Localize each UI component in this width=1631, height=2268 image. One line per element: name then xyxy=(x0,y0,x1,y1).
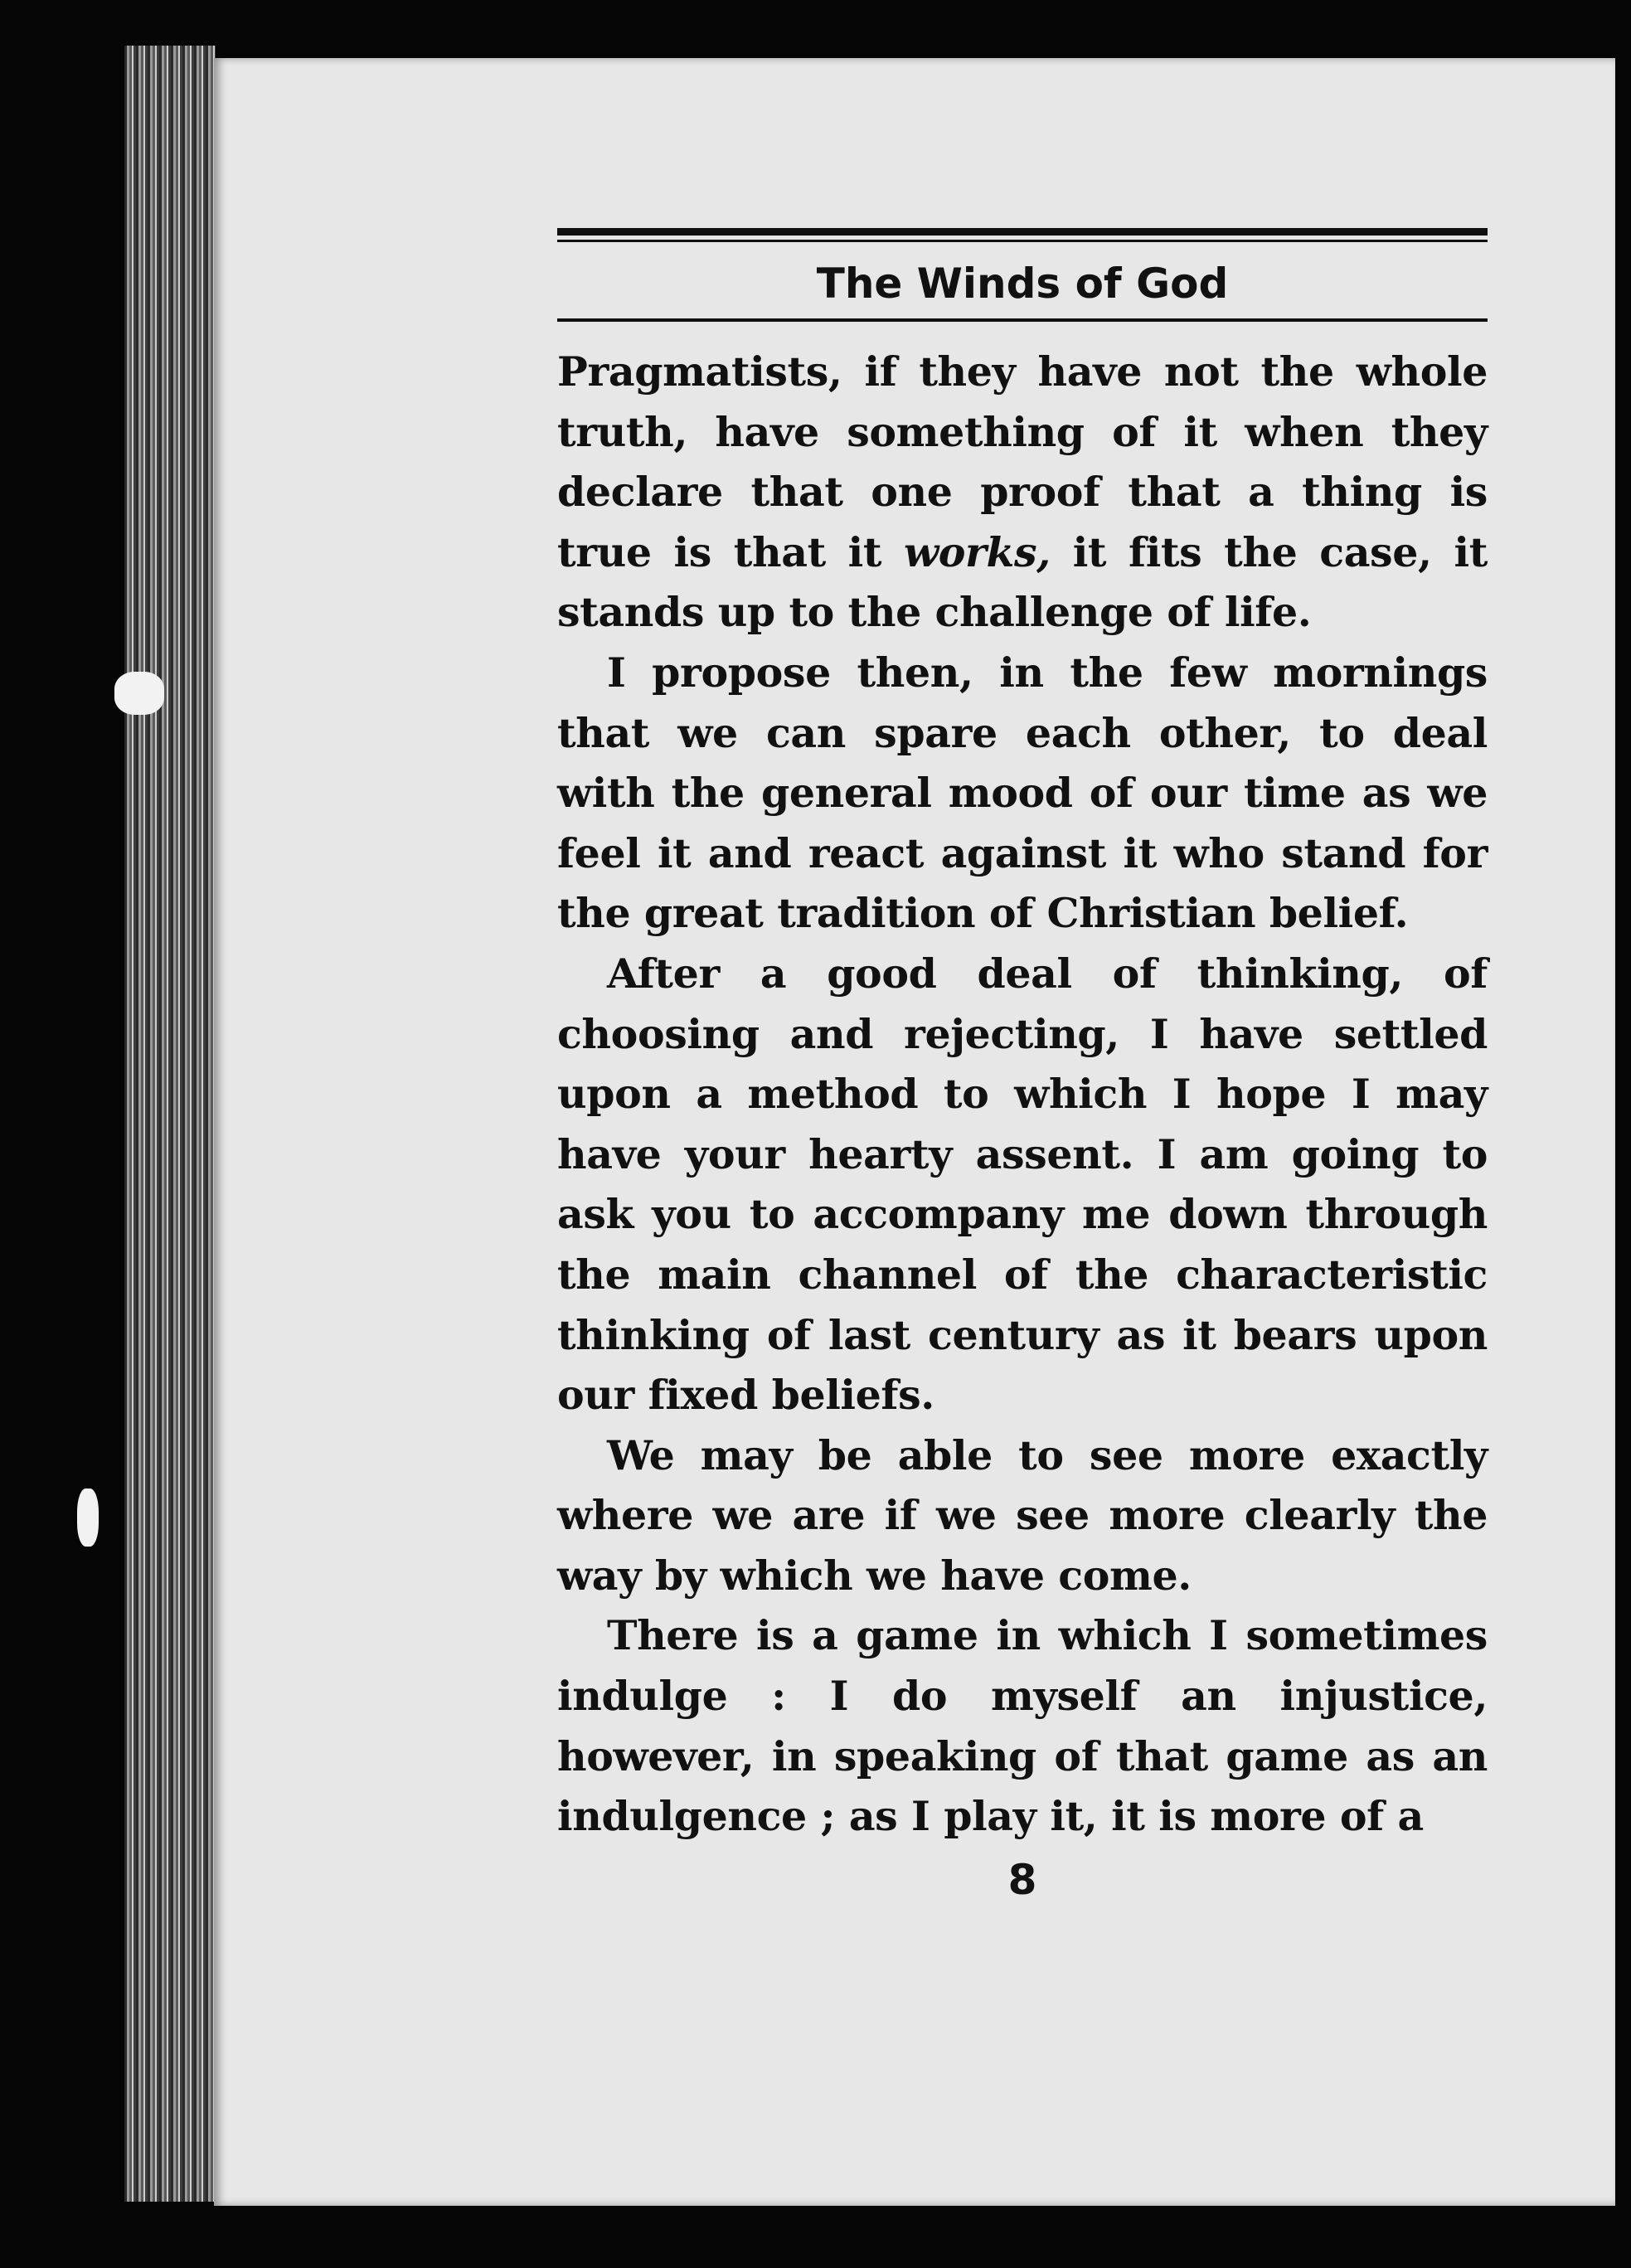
head-rule xyxy=(557,318,1488,322)
running-head: The Winds of God xyxy=(816,260,1229,308)
book-edge xyxy=(124,46,216,2202)
paragraph: There is a game in which I sometimes indulge : I do myself an injustice, however, in speaking of that game as an indulgence ; as I play it, it is more of a xyxy=(557,1611,1488,1841)
scan-speck xyxy=(77,1489,99,1547)
italic-word: works, xyxy=(903,527,1051,576)
paragraph-text: it fits the case, it stands up to the challenge of life. xyxy=(557,527,1488,637)
body-text xyxy=(557,342,1488,1847)
page-number: 8 xyxy=(1007,1855,1037,1904)
scan-speck xyxy=(114,672,164,715)
top-rule xyxy=(557,228,1488,236)
text-block xyxy=(557,228,1488,1905)
paragraph xyxy=(557,342,1488,643)
top-rule-thin xyxy=(557,240,1488,242)
paragraph: We may be able to see more exactly where we are if we see more clearly the way by which we have come. xyxy=(557,1430,1488,1600)
paragraph: I propose then, in the few mornings that we can spare each other, to deal with the general mood of our time as we feel it and react against it who stand for the great tradition of Christian belief. xyxy=(557,648,1488,938)
paragraph-text: Pragmatists, if they have not the whole truth, have something of it when they declare that one proof that a thing is true is that it xyxy=(557,347,1488,576)
paragraph: After a good deal of thinking, of choosing and rejecting, I have settled upon a method to which I hope I may have your hearty assent. I am going to ask you to accompany me down through the main channel of the characteristic thinking of last century as it bears upon our fixed beliefs. xyxy=(557,949,1488,1420)
